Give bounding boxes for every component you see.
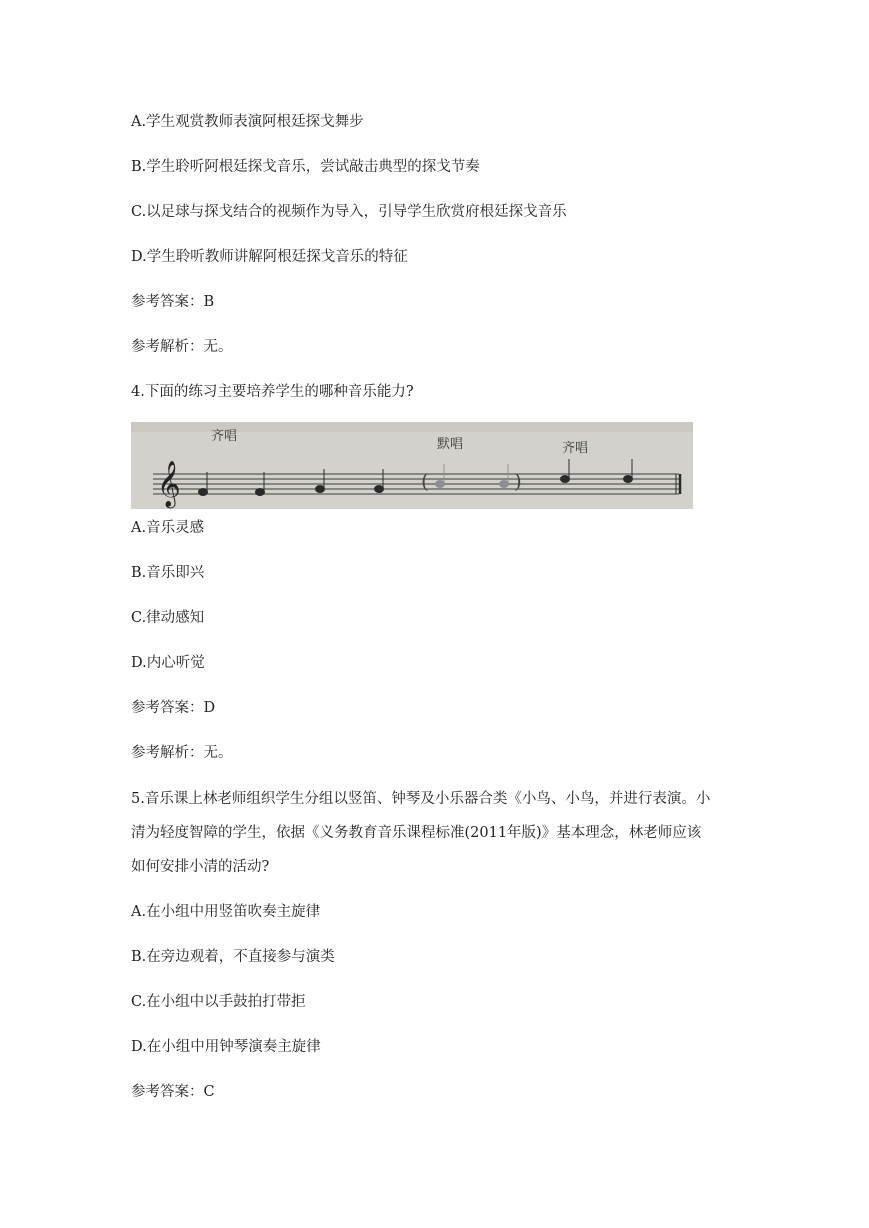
q3-analysis: 参考解析：无。 bbox=[131, 339, 233, 355]
q4-option-a: A.音乐灵感 bbox=[131, 520, 205, 536]
q5-question-line-2: 清为轻度智障的学生，依据《义务教育音乐课程标准(2011年版)》基本理念，林老师应该 bbox=[131, 825, 702, 841]
note-5 bbox=[436, 481, 445, 488]
q5-option-a: A.在小组中用竖笛吹奏主旋律 bbox=[131, 904, 321, 920]
q5-option-d: D.在小组中用钟琴演奏主旋律 bbox=[131, 1039, 321, 1055]
note-8 bbox=[624, 476, 633, 483]
staff-label-silent: 默唱 bbox=[437, 437, 464, 452]
q5-question-line-3: 如何安排小清的活动? bbox=[131, 859, 270, 875]
q4-option-d: D.内心听觉 bbox=[131, 655, 205, 671]
svg-text:(: ( bbox=[421, 469, 429, 493]
q3-option-b: B.学生聆听阿根廷探戈音乐，尝试敲击典型的探戈节奏 bbox=[131, 159, 480, 175]
note-4 bbox=[375, 486, 384, 493]
q3-option-d: D.学生聆听教师讲解阿根廷探戈音乐的特征 bbox=[131, 249, 408, 265]
q4-question: 4.下面的练习主要培养学生的哪种音乐能力? bbox=[131, 384, 414, 400]
q4-option-c: C.律动感知 bbox=[131, 610, 205, 626]
svg-text:): ) bbox=[514, 469, 522, 493]
staff-label-unison-2: 齐唱 bbox=[562, 441, 589, 456]
q4-answer: 参考答案：D bbox=[131, 700, 216, 716]
note-3 bbox=[316, 486, 325, 493]
q5-option-b: B.在旁边观着，不直接参与演类 bbox=[131, 949, 335, 965]
note-7 bbox=[561, 476, 570, 483]
q4-option-b: B.音乐即兴 bbox=[131, 565, 205, 581]
q3-answer: 参考答案：B bbox=[131, 294, 215, 310]
q5-question-line-1: 5.音乐课上林老师组织学生分组以竖笛、钟琴及小乐器合类《小鸟、小鸟，并进行表演。小 bbox=[131, 791, 711, 807]
q3-option-c: C.以足球与探戈结合的视频作为导入，引导学生欣赏府根廷探戈音乐 bbox=[131, 204, 567, 220]
note-1 bbox=[199, 489, 208, 496]
q4-analysis: 参考解析：无。 bbox=[131, 745, 233, 761]
q5-answer: 参考答案：C bbox=[131, 1084, 215, 1100]
staff-label-unison-1: 齐唱 bbox=[211, 429, 238, 444]
q5-option-c: C.在小组中以手鼓拍打带拒 bbox=[131, 994, 306, 1010]
music-staff-image bbox=[131, 422, 693, 509]
q3-option-a: A.学生观赏教师表演阿根廷探戈舞步 bbox=[131, 114, 364, 130]
note-6 bbox=[500, 481, 509, 488]
note-2 bbox=[256, 489, 265, 496]
treble-clef-icon: 𝄞 bbox=[157, 461, 181, 507]
